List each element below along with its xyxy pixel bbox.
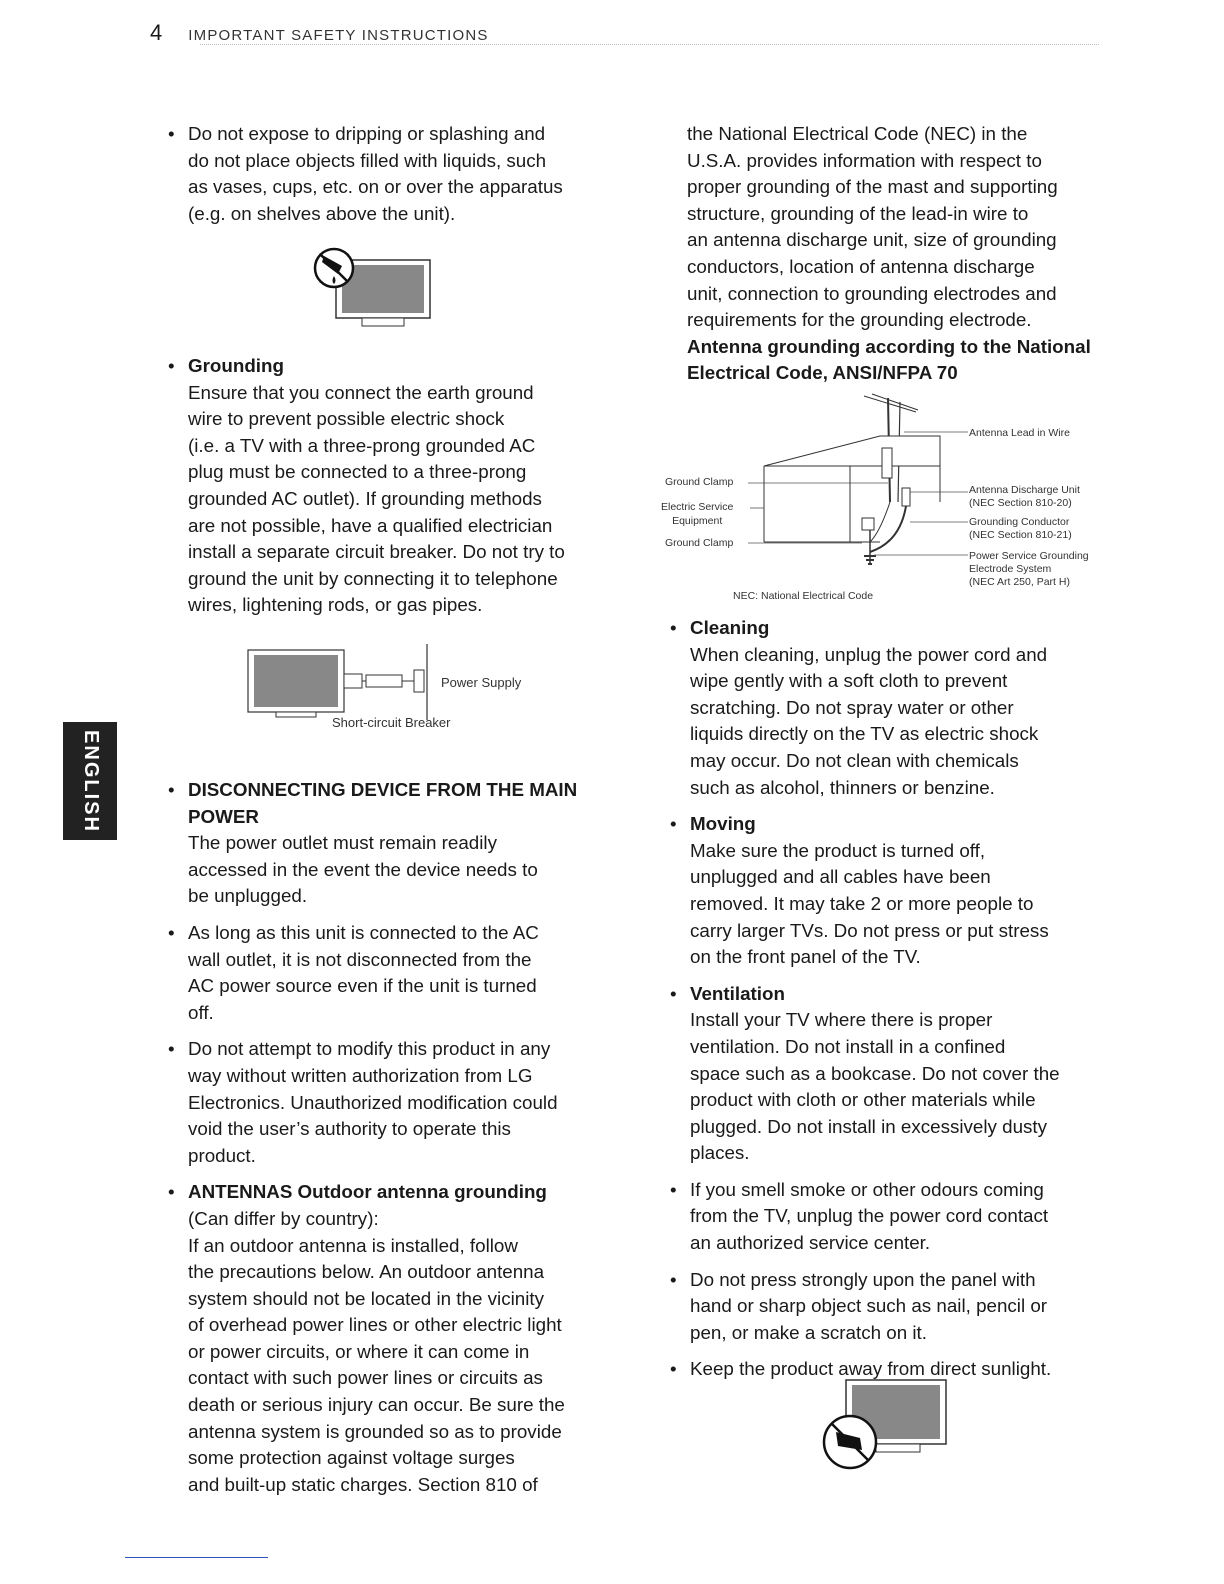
text-line: Electronics. Unauthorized modification could [188, 1091, 558, 1113]
electric-service-label [661, 500, 733, 528]
text-line: space such as a bookcase. Do not cover the [690, 1062, 1060, 1084]
text-line: • If you smell smoke or other odours coming [690, 1178, 1044, 1200]
text-line: wires, lightening rods, or gas pipes. [188, 594, 483, 616]
text-line: pen, or make a scratch on it. [690, 1321, 927, 1343]
text-line: (Can differ by country): [188, 1207, 379, 1229]
antenna-grounding-diagram [740, 392, 970, 592]
bullet-ventilation [668, 981, 1108, 1167]
text-line: conductors, location of antenna discharge [687, 255, 1035, 277]
text-line: do not place objects filled with liquids, such [188, 149, 547, 171]
text-line: proper grounding of the mast and supporting [687, 176, 1058, 198]
text-line: requirements for the grounding electrode. [687, 309, 1032, 331]
text-line: on the front panel of the TV. [690, 946, 921, 968]
text-line: ventilation. Do not install in a confined [690, 1035, 1006, 1057]
grounding-section [166, 353, 606, 619]
bullet-grounding [166, 353, 606, 619]
left-column [166, 121, 606, 227]
text-line: scratching. Do not spray water or other [690, 696, 1014, 718]
label-line: Electric Service [661, 501, 734, 513]
right-top [687, 121, 1107, 387]
language-tab [63, 722, 117, 840]
bullet-antennas [166, 1179, 616, 1498]
grounding-conductor-label [969, 516, 1072, 542]
label-line: (NEC Section 810-20) [969, 497, 1072, 509]
text-line: an authorized service center. [690, 1232, 931, 1254]
cleaning-heading: • Cleaning [690, 617, 770, 638]
breaker-diagram [246, 642, 436, 722]
grounding-heading: • Grounding [188, 355, 284, 376]
text-line: way without written authorization from LG [188, 1064, 533, 1086]
breaker-label: Short-circuit Breaker [332, 715, 451, 730]
text-line: wire to prevent possible electric shock [188, 408, 505, 430]
antenna-heading: Antenna grounding according to the National [687, 335, 1091, 357]
text-line: plugged. Do not install in excessively dusty [690, 1115, 1048, 1137]
antenna-heading: Electrical Code, ANSI/NFPA 70 [687, 362, 958, 384]
text-line: The power outlet must remain readily [188, 832, 497, 854]
text-line: Make sure the product is turned off, [690, 839, 986, 861]
text-line: accessed in the event the device needs to [188, 858, 538, 880]
bullet-ac-outlet [166, 920, 616, 1026]
text-line: system should not be located in the vicinity [188, 1287, 544, 1309]
text-line: or power circuits, or where it can come in [188, 1340, 530, 1362]
text-line: are not possible, have a qualified electrician [188, 514, 553, 536]
text-line: plug must be connected to a three-prong [188, 461, 527, 483]
text-line: void the user’s authority to operate this [188, 1118, 511, 1140]
disconnect-heading: POWER [188, 805, 259, 827]
text-line: AC power source even if the unit is turned [188, 975, 537, 997]
text-line: ground the unit by connecting it to telephone [188, 567, 558, 589]
text-line: such as alcohol, thinners or benzine. [690, 776, 995, 798]
no-liquids-icon [312, 246, 436, 332]
text-line: product. [188, 1144, 256, 1166]
ground-clamp-top-label: Ground Clamp [665, 476, 734, 488]
label-line: Power Service Grounding [969, 550, 1089, 562]
text-line: liquids directly on the TV as electric shock [690, 723, 1039, 745]
right-lower [668, 615, 1108, 1383]
bullet-liquids [166, 121, 606, 227]
text-line: • Do not attempt to modify this product in any [188, 1038, 551, 1060]
text-line: If an outdoor antenna is installed, follow [188, 1234, 518, 1256]
antennas-heading: • ANTENNAS Outdoor antenna grounding [188, 1181, 547, 1203]
lead-in-label: Antenna Lead in Wire [969, 427, 1070, 439]
ventilation-heading: • Ventilation [690, 982, 785, 1004]
discharge-unit-label [969, 484, 1080, 510]
bullet-smoke [668, 1177, 1108, 1257]
disconnect-heading: • DISCONNECTING DEVICE FROM THE MAIN [188, 779, 578, 800]
text-line: • Keep the product away from direct sunlight. [690, 1358, 1052, 1380]
text-line: the precautions below. An outdoor antenna [188, 1261, 545, 1283]
ground-clamp-bottom-label: Ground Clamp [665, 537, 734, 549]
moving-heading: • Moving [690, 813, 756, 835]
power-service-label [969, 550, 1089, 589]
page-number: 4 [150, 20, 163, 45]
text-line: and built-up static charges. Section 810 of [188, 1473, 538, 1495]
page-header [150, 20, 489, 46]
text-line: grounded AC outlet). If grounding methods [188, 487, 542, 509]
text-line: (i.e. a TV with a three-prong grounded AC [188, 434, 536, 456]
text-line: death or serious injury can occur. Be sure the [188, 1394, 565, 1416]
text-line: U.S.A. provides information with respect to [687, 149, 1042, 171]
text-line: install a separate circuit breaker. Do not try to [188, 541, 565, 563]
text-line: from the TV, unplug the power cord contact [690, 1205, 1049, 1227]
nec-note: NEC: National Electrical Code [733, 590, 874, 602]
text-line: Ensure that you connect the earth ground [188, 381, 534, 403]
text-line: places. [690, 1142, 750, 1164]
text-line: may occur. Do not clean with chemicals [690, 749, 1019, 771]
text-line: of overhead power lines or other electric light [188, 1314, 562, 1336]
label-line: (NEC Art 250, Part H) [969, 576, 1070, 588]
text-line: (e.g. on shelves above the unit). [188, 202, 456, 224]
text-line: Install your TV where there is proper [690, 1009, 993, 1031]
label-line: Equipment [672, 515, 723, 527]
text-line: an antenna discharge unit, size of grounding [687, 229, 1057, 251]
text-line: hand or sharp object such as nail, pencil or [690, 1295, 1048, 1317]
label-line: Electrode System [969, 563, 1052, 575]
text-line: When cleaning, unplug the power cord and [690, 643, 1048, 665]
bullet-modify [166, 1036, 616, 1169]
footer-rule [125, 1557, 268, 1558]
text-line: • Do not expose to dripping or splashing and [188, 123, 546, 144]
no-sunlight-icon [820, 1376, 952, 1476]
text-line: as vases, cups, etc. on or over the apparatus [188, 176, 563, 198]
text-line: antenna system is grounded so as to provide [188, 1420, 562, 1442]
text-line: contact with such power lines or circuits as [188, 1367, 543, 1389]
power-supply-label: Power Supply [441, 675, 522, 690]
text-line: • As long as this unit is connected to the AC [188, 921, 539, 943]
bullet-disconnect [166, 777, 616, 910]
text-line: wipe gently with a soft cloth to prevent [690, 670, 1008, 692]
label-line: Grounding Conductor [969, 516, 1070, 528]
text-line: carry larger TVs. Do not press or put stress [690, 919, 1049, 941]
header-rule [200, 44, 1099, 45]
text-line: product with cloth or other materials while [690, 1089, 1036, 1111]
bullet-press [668, 1267, 1108, 1347]
text-line: structure, grounding of the lead-in wire to [687, 202, 1029, 224]
text-line: unit, connection to grounding electrodes and [687, 282, 1057, 304]
left-lower [166, 777, 616, 1498]
label-line: (NEC Section 810-21) [969, 529, 1072, 541]
bullet-cleaning [668, 615, 1108, 801]
header-title: IMPORTANT SAFETY INSTRUCTIONS [188, 27, 489, 44]
label-line: Antenna Discharge Unit [969, 484, 1080, 496]
language-tab-label: ENGLISH [79, 729, 102, 833]
bullet-moving [668, 811, 1108, 971]
text-line: unplugged and all cables have been [690, 866, 991, 888]
text-line: be unplugged. [188, 885, 308, 907]
text-line: wall outlet, it is not disconnected from the [188, 948, 532, 970]
text-line: off. [188, 1001, 214, 1023]
text-line: some protection against voltage surges [188, 1447, 515, 1469]
text-line: removed. It may take 2 or more people to [690, 892, 1034, 914]
text-line: • Do not press strongly upon the panel with [690, 1268, 1036, 1290]
text-line: the National Electrical Code (NEC) in the [687, 123, 1028, 144]
